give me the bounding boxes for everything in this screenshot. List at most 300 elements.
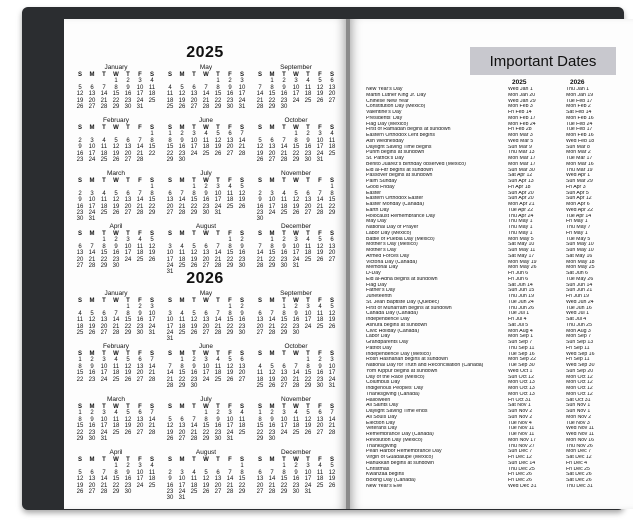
date-2025: Sat May 17 xyxy=(508,253,535,259)
month-name: October xyxy=(284,343,308,350)
week-row xyxy=(164,383,248,389)
event-name: Halloween xyxy=(366,397,391,403)
day-cell: 1 xyxy=(180,357,184,364)
day-cell: 31 xyxy=(292,263,300,270)
day-cell: 4 xyxy=(150,78,154,85)
day-cell: 2 xyxy=(228,78,232,85)
day-cell xyxy=(212,383,224,389)
month-block xyxy=(74,117,158,170)
weekday-letter: S xyxy=(329,72,334,78)
date-2026: Mon Aug 3 xyxy=(566,328,591,334)
weekday-letter: W xyxy=(293,298,299,304)
day-cell: 10 xyxy=(88,144,96,151)
day-cell: 1 xyxy=(270,78,274,85)
day-cell: 3 xyxy=(150,304,154,311)
weekday-letter: T xyxy=(102,351,106,357)
weekday-letter: T xyxy=(126,457,130,463)
date-2026: Sun Mar 29 xyxy=(566,179,593,184)
day-cell: 13 xyxy=(124,197,132,204)
day-cell: 28 xyxy=(268,330,276,337)
date-2025: Mon Mar 17 xyxy=(508,156,536,161)
day-cell: 15 xyxy=(214,91,222,98)
day-cell: 4 xyxy=(102,137,106,144)
event-name: Flag Day (Mexico) xyxy=(366,121,409,127)
weekday-letter: F xyxy=(228,457,232,463)
weekday-letter: W xyxy=(293,457,299,463)
day-cell: 30 xyxy=(256,216,264,223)
day-cell: 4 xyxy=(204,131,208,138)
day-cell: 27 xyxy=(214,489,222,496)
day-cell: 14 xyxy=(100,91,108,98)
day-cell: 28 xyxy=(100,104,108,111)
day-cell: 9 xyxy=(90,416,94,423)
day-cell xyxy=(236,210,248,216)
day-cell: 15 xyxy=(112,91,120,98)
date-2026: Thu Nov 26 xyxy=(566,443,593,449)
day-cell: 11 xyxy=(226,190,234,197)
day-cell: 14 xyxy=(190,423,198,430)
day-cell xyxy=(146,436,158,442)
month-name: May xyxy=(199,290,213,297)
year-title-2026: 2026 xyxy=(186,270,224,287)
day-cell: 27 xyxy=(316,429,324,436)
day-cell: 15 xyxy=(238,476,246,483)
weekday-letter: S xyxy=(149,125,154,131)
weekday-letter: T xyxy=(216,404,220,410)
weekday-letter: S xyxy=(149,457,154,463)
day-cell: 21 xyxy=(148,370,156,377)
day-cell xyxy=(278,436,290,442)
day-cell: 23 xyxy=(202,203,210,210)
day-cell: 25 xyxy=(178,330,186,337)
day-cell: 26 xyxy=(238,203,246,210)
day-cell: 15 xyxy=(76,423,84,430)
weekday-letter: S xyxy=(149,178,154,184)
day-cell: 26 xyxy=(112,210,120,217)
weekday-letter: S xyxy=(77,231,82,237)
weekday-letter: W xyxy=(113,178,119,184)
day-cell: 11 xyxy=(256,370,264,377)
date-2026: Sun Sep 13 xyxy=(566,340,594,345)
day-cell: 12 xyxy=(190,317,198,324)
day-cell: 5 xyxy=(114,190,118,197)
day-cell: 31 xyxy=(214,210,222,217)
day-cell xyxy=(326,104,338,110)
day-cell: 11 xyxy=(178,250,186,257)
day-cell: 27 xyxy=(124,210,132,217)
day-cell: 28 xyxy=(136,157,144,164)
day-cell: 10 xyxy=(316,137,324,144)
day-cell: 24 xyxy=(124,256,132,263)
event-name: St. Patrick's Day xyxy=(366,156,404,161)
day-cell: 22 xyxy=(256,429,264,436)
day-cell: 23 xyxy=(280,97,288,104)
day-cell: 30 xyxy=(280,104,288,111)
day-cell: 30 xyxy=(124,104,132,111)
date-2025: Sun Apr 20 xyxy=(508,196,534,202)
month-block xyxy=(254,290,338,343)
day-cell: 27 xyxy=(256,330,264,337)
event-name: Grandparents Day xyxy=(366,340,409,345)
weekday-letter: F xyxy=(228,178,232,184)
day-cell: 31 xyxy=(88,216,96,223)
day-cell: 29 xyxy=(268,263,276,270)
weekday-letter: T xyxy=(216,231,220,237)
date-2026: Sun Jun 14 xyxy=(566,282,593,288)
year-calendar-2026 xyxy=(74,290,339,502)
day-cell: 30 xyxy=(280,263,288,270)
day-cell: 18 xyxy=(100,150,108,157)
day-cell xyxy=(212,495,224,501)
date-2026: Thu Dec 31 xyxy=(566,483,593,489)
column-2026-header: 2026 xyxy=(570,79,585,86)
weekday-letter: W xyxy=(293,351,299,357)
weekday-letter: T xyxy=(306,298,310,304)
column-2025-header: 2025 xyxy=(512,79,527,86)
day-cell: 29 xyxy=(280,489,288,496)
day-cell: 6 xyxy=(102,310,106,317)
week-row xyxy=(254,216,338,222)
day-cell: 22 xyxy=(76,429,84,436)
day-cell: 16 xyxy=(112,250,120,257)
day-cell: 7 xyxy=(282,137,286,144)
day-cell: 22 xyxy=(304,376,312,383)
day-cell: 8 xyxy=(126,310,130,317)
day-cell: 29 xyxy=(328,210,336,217)
month-block xyxy=(164,449,248,502)
day-cell: 13 xyxy=(136,363,144,370)
day-cell: 6 xyxy=(90,84,94,91)
day-cell: 4 xyxy=(180,243,184,250)
weekday-letter: T xyxy=(306,404,310,410)
weekday-letter: T xyxy=(126,351,130,357)
day-cell: 14 xyxy=(148,416,156,423)
day-cell: 10 xyxy=(304,469,312,476)
date-2026: Mon Dec 7 xyxy=(566,449,592,455)
day-cell: 29 xyxy=(226,263,234,270)
day-cell: 14 xyxy=(214,317,222,324)
day-cell: 17 xyxy=(292,91,300,98)
day-cell: 3 xyxy=(294,78,298,85)
day-cell: 14 xyxy=(88,250,96,257)
day-cell: 25 xyxy=(76,330,84,337)
day-cell: 26 xyxy=(190,263,198,270)
week-row xyxy=(254,330,338,336)
day-cell: 7 xyxy=(216,243,220,250)
date-2026: Mon Feb 16 xyxy=(566,133,594,138)
weekday-letter: S xyxy=(329,178,334,184)
day-cell: 2 xyxy=(318,357,322,364)
weekday-letter: T xyxy=(192,178,196,184)
day-cell: 16 xyxy=(178,144,186,151)
day-cell: 2 xyxy=(270,410,274,417)
day-cell: 30 xyxy=(238,263,246,270)
event-name: Labor Day xyxy=(366,334,390,340)
day-cell: 27 xyxy=(100,330,108,337)
date-2025: Fri Dec 12 xyxy=(508,455,532,460)
date-2026: Mon Oct 12 xyxy=(566,374,593,380)
day-cell: 4 xyxy=(192,469,196,476)
date-2025: Mon Feb 24 xyxy=(508,121,536,127)
weekday-letter: M xyxy=(89,231,95,237)
day-cell: 23 xyxy=(76,157,84,164)
event-name: Armed Forces Day xyxy=(366,253,410,259)
date-2026: Fri Sep 11 xyxy=(566,345,590,351)
date-2026: Wed Apr 22 xyxy=(566,207,594,213)
weekday-letter: M xyxy=(89,298,95,304)
weekday-letter: T xyxy=(216,178,220,184)
weekday-letter: S xyxy=(77,351,82,357)
date-2025: Fri Feb 28 xyxy=(508,127,532,133)
day-cell: 7 xyxy=(168,363,172,370)
weekday-letter: F xyxy=(318,231,322,237)
date-2026: Sat Dec 26 xyxy=(566,478,592,483)
day-cell: 11 xyxy=(316,310,324,317)
day-cell: 3 xyxy=(270,190,274,197)
weekday-letter: S xyxy=(167,231,172,237)
day-cell: 24 xyxy=(214,203,222,210)
date-2025: Mon Sep 1 xyxy=(508,334,534,340)
weekday-letter: S xyxy=(257,178,262,184)
date-2025: Sun Dec 7 xyxy=(508,449,533,455)
day-cell: 22 xyxy=(238,482,246,489)
day-cell: 22 xyxy=(124,323,132,330)
day-cell: 16 xyxy=(88,370,96,377)
day-cell: 19 xyxy=(202,482,210,489)
day-cell: 24 xyxy=(304,323,312,330)
date-2025: Wed Oct 1 xyxy=(508,368,533,374)
day-cell: 30 xyxy=(136,330,144,337)
day-cell: 11 xyxy=(304,243,312,250)
date-2025: Mon Oct 13 xyxy=(508,386,535,391)
day-cell: 20 xyxy=(226,144,234,151)
day-cell: 16 xyxy=(280,250,288,257)
month-block xyxy=(74,223,158,276)
month-block xyxy=(254,170,338,223)
day-cell: 26 xyxy=(316,256,324,263)
day-cell xyxy=(314,330,326,336)
date-2026: Sun Nov 1 xyxy=(566,403,591,409)
day-cell: 8 xyxy=(330,190,334,197)
day-cell: 9 xyxy=(192,363,196,370)
weekday-letter: F xyxy=(228,72,232,78)
day-cell: 23 xyxy=(226,97,234,104)
day-cell: 19 xyxy=(316,250,324,257)
day-cell: 30 xyxy=(226,104,234,111)
day-cell: 25 xyxy=(256,383,264,390)
weekday-letter: W xyxy=(113,125,119,131)
day-cell: 2 xyxy=(306,131,310,138)
day-cell: 1 xyxy=(216,78,220,85)
date-2025: Sun Jun 15 xyxy=(508,288,535,294)
day-cell: 10 xyxy=(178,476,186,483)
day-cell: 5 xyxy=(204,469,208,476)
weekday-letter: T xyxy=(102,125,106,131)
day-cell xyxy=(302,330,314,336)
day-cell: 22 xyxy=(328,203,336,210)
date-2026: Fri Dec 25 xyxy=(566,466,590,472)
day-cell: 13 xyxy=(328,84,336,91)
important-dates-title: Important Dates xyxy=(470,47,616,75)
day-cell: 3 xyxy=(294,237,298,244)
day-cell: 21 xyxy=(202,97,210,104)
day-cell: 28 xyxy=(148,376,156,383)
weekday-letter: F xyxy=(318,298,322,304)
event-name: Chinese New Year xyxy=(366,98,409,104)
date-2025: Mon Jan 20 xyxy=(508,92,536,98)
day-cell: 5 xyxy=(228,357,232,364)
month-block xyxy=(164,117,248,170)
planner-cover xyxy=(22,7,624,510)
day-cell: 12 xyxy=(190,250,198,257)
day-cell: 16 xyxy=(166,482,174,489)
weekday-letter: F xyxy=(138,231,142,237)
day-cell xyxy=(110,436,122,442)
weekday-letter: S xyxy=(239,231,244,237)
day-cell: 20 xyxy=(88,482,96,489)
day-cell: 7 xyxy=(138,190,142,197)
day-cell: 5 xyxy=(258,137,262,144)
date-2025: Wed Dec 31 xyxy=(508,483,537,489)
day-cell: 22 xyxy=(190,203,198,210)
month-name: December xyxy=(281,223,311,230)
day-cell: 16 xyxy=(268,423,276,430)
day-cell: 16 xyxy=(292,476,300,483)
day-cell: 15 xyxy=(100,250,108,257)
day-cell: 31 xyxy=(304,489,312,496)
day-cell: 24 xyxy=(100,429,108,436)
weekday-letter: M xyxy=(179,231,185,237)
day-cell: 20 xyxy=(328,250,336,257)
day-cell: 28 xyxy=(316,210,324,217)
day-cell: 11 xyxy=(190,476,198,483)
weekday-letter: S xyxy=(77,72,82,78)
day-cell: 17 xyxy=(166,256,174,263)
date-2025: Tue Jun 24 xyxy=(508,299,534,305)
day-cell: 26 xyxy=(124,376,132,383)
weekday-letter: T xyxy=(102,404,106,410)
day-cell: 5 xyxy=(180,84,184,91)
week-row xyxy=(164,436,248,442)
day-cell: 31 xyxy=(328,383,336,390)
day-cell: 8 xyxy=(78,416,82,423)
month-block xyxy=(74,170,158,223)
date-2025: Tue Nov 11 xyxy=(508,432,535,437)
weekday-letter: T xyxy=(282,178,286,184)
day-cell: 13 xyxy=(304,197,312,204)
day-cell: 30 xyxy=(214,436,222,443)
weekday-letter: T xyxy=(102,457,106,463)
day-cell: 3 xyxy=(126,237,130,244)
weekday-letter: M xyxy=(179,178,185,184)
day-cell: 4 xyxy=(318,304,322,311)
date-2026: Mon Feb 16 xyxy=(566,115,594,121)
day-cell: 18 xyxy=(76,323,84,330)
day-cell: 24 xyxy=(100,376,108,383)
day-cell: 11 xyxy=(112,363,120,370)
day-cell: 15 xyxy=(190,197,198,204)
year-calendar-2025 xyxy=(74,64,339,276)
day-cell: 31 xyxy=(178,495,186,502)
date-2025: Thu May 1 xyxy=(508,230,533,236)
day-cell: 27 xyxy=(166,210,174,217)
day-cell: 18 xyxy=(148,476,156,483)
day-cell xyxy=(290,216,302,222)
day-cell: 16 xyxy=(214,423,222,430)
day-cell: 24 xyxy=(328,376,336,383)
day-cell: 23 xyxy=(256,210,264,217)
day-cell: 25 xyxy=(112,376,120,383)
event-name: First of Muharram begins at sundown xyxy=(366,305,452,311)
weekday-letter: T xyxy=(102,72,106,78)
day-cell: 21 xyxy=(268,323,276,330)
day-cell: 23 xyxy=(238,323,246,330)
day-cell: 6 xyxy=(138,410,142,417)
day-cell: 15 xyxy=(124,317,132,324)
day-cell: 8 xyxy=(216,84,220,91)
weekday-letter: M xyxy=(179,404,185,410)
week-row xyxy=(74,157,158,163)
weekday-letter: T xyxy=(282,351,286,357)
day-cell: 20 xyxy=(100,323,108,330)
day-cell: 17 xyxy=(304,317,312,324)
day-cell: 27 xyxy=(226,150,234,157)
week-row xyxy=(164,336,248,342)
day-cell: 1 xyxy=(282,463,286,470)
day-cell: 3 xyxy=(240,78,244,85)
day-cell: 12 xyxy=(124,363,132,370)
day-cell: 3 xyxy=(102,410,106,417)
day-cell: 14 xyxy=(316,197,324,204)
day-cell: 27 xyxy=(88,489,96,496)
day-cell: 30 xyxy=(304,157,312,164)
day-cell: 5 xyxy=(216,131,220,138)
day-cell xyxy=(200,336,212,342)
day-cell: 9 xyxy=(168,476,172,483)
day-cell: 15 xyxy=(268,91,276,98)
day-cell: 19 xyxy=(328,317,336,324)
weekday-letter: S xyxy=(149,404,154,410)
day-cell: 9 xyxy=(204,190,208,197)
day-cell: 19 xyxy=(226,370,234,377)
day-cell xyxy=(326,330,338,336)
day-cell: 27 xyxy=(328,256,336,263)
date-2025: Mon Mar 17 xyxy=(508,161,536,167)
weekday-letter: S xyxy=(257,231,262,237)
day-cell: 21 xyxy=(328,423,336,430)
date-2026: Fri Jun 19 xyxy=(566,294,590,299)
day-cell: 5 xyxy=(192,243,196,250)
day-cell: 21 xyxy=(280,150,288,157)
day-cell: 8 xyxy=(282,469,286,476)
day-cell: 3 xyxy=(306,463,310,470)
day-cell: 28 xyxy=(214,263,222,270)
date-2026: Fri Apr 3 xyxy=(566,184,586,190)
day-cell: 16 xyxy=(238,250,246,257)
day-cell: 15 xyxy=(226,250,234,257)
day-cell: 26 xyxy=(112,157,120,164)
day-cell: 17 xyxy=(304,476,312,483)
day-cell xyxy=(326,436,338,442)
day-cell: 10 xyxy=(214,190,222,197)
event-name: Yom Kippur begins at sundown xyxy=(366,368,438,374)
day-cell: 1 xyxy=(78,410,82,417)
date-2025: Mon Mar 3 xyxy=(508,133,533,138)
day-cell: 18 xyxy=(148,91,156,98)
day-cell: 8 xyxy=(168,137,172,144)
date-2026: Sat Dec 12 xyxy=(566,455,592,460)
event-name: National Day of Prayer xyxy=(366,225,419,230)
